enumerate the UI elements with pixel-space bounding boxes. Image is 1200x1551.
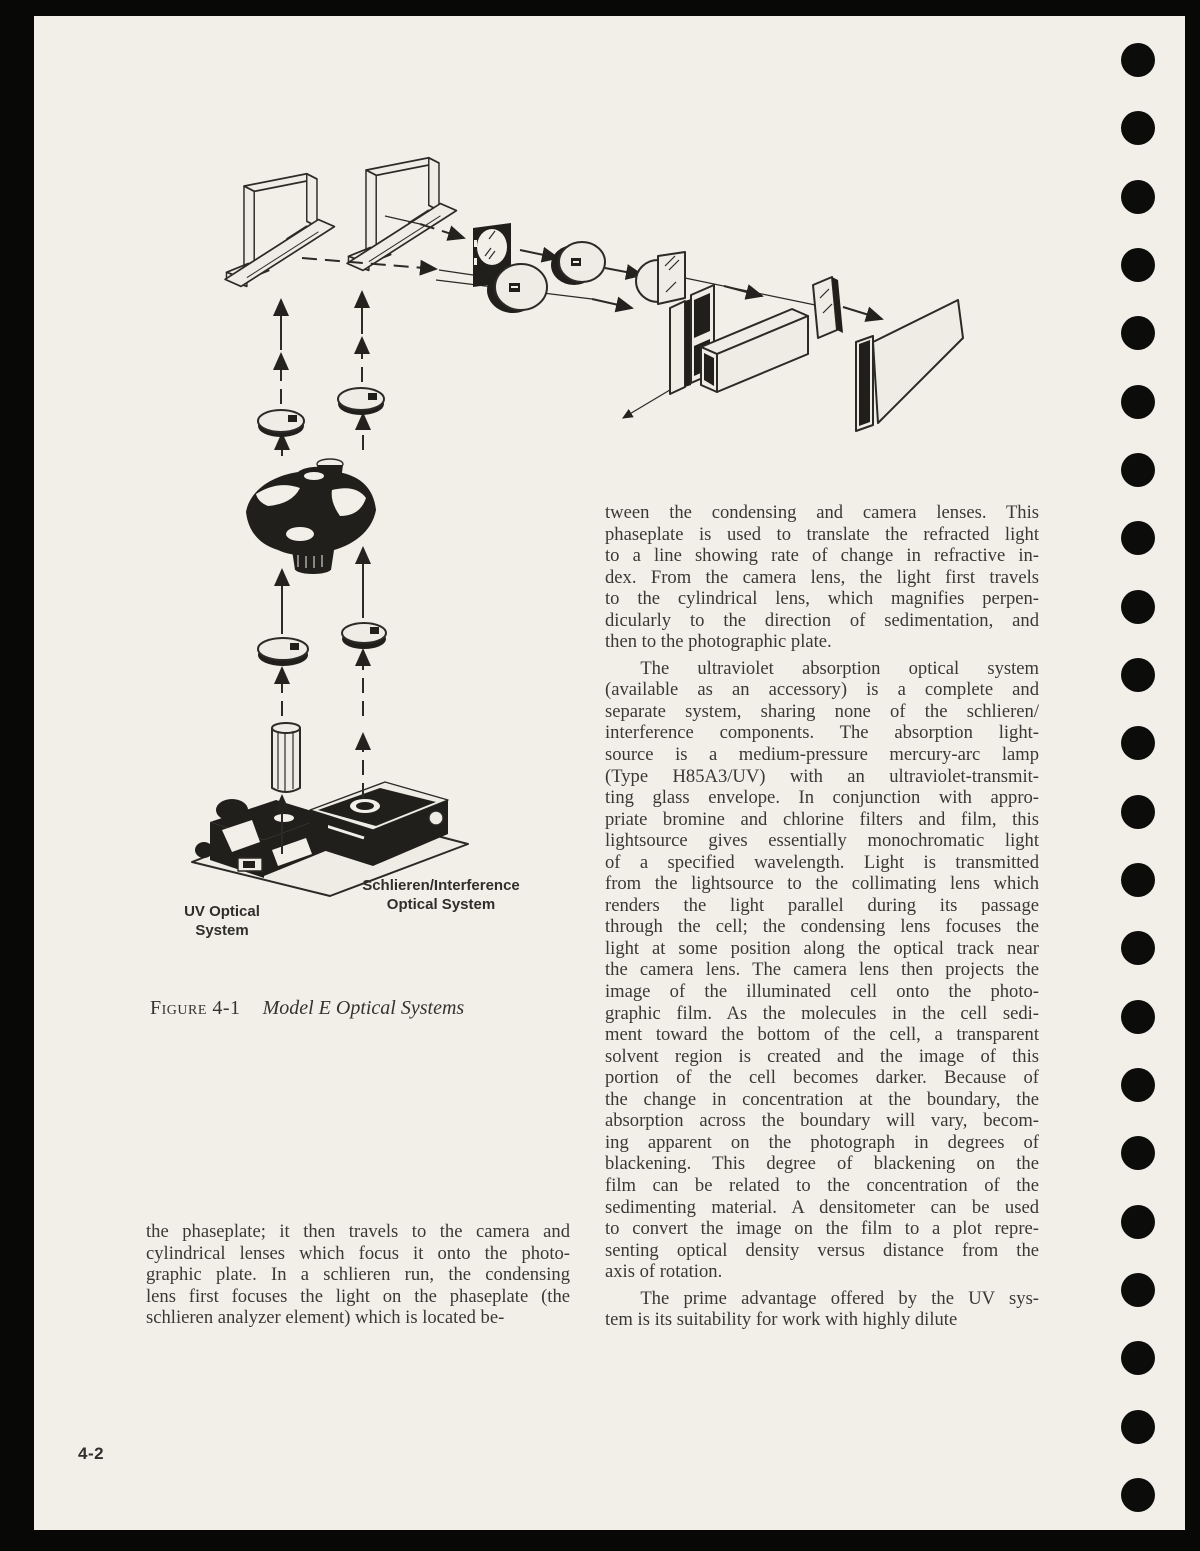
text-line: (Type H85A3/UV) with an ultraviolet-transmit-: [605, 765, 1039, 787]
text-line: solvent region is created and the image of this: [605, 1045, 1039, 1067]
text-line: portion of the cell becomes darker. Because of: [605, 1067, 1039, 1089]
lens-disc-lower-right: [342, 623, 386, 649]
figure-caption-title: Model E Optical Systems: [262, 997, 465, 1019]
plane-mirror-assembly-right: [347, 158, 457, 271]
text-line: lightsource gives essentially monochromatic light: [605, 830, 1039, 852]
paragraph: [146, 1221, 570, 1329]
lens-disc-upper-left: [258, 410, 304, 437]
text-line: senting optical density versus distance from the: [605, 1239, 1039, 1261]
text-line: from the lightsource to the collimating lens which: [605, 873, 1039, 895]
text-line: cylindrical lenses which focus it onto the photo-: [146, 1242, 570, 1264]
text-line: schlieren analyzer element) which is located be-: [146, 1307, 505, 1329]
binder-hole: [1121, 658, 1155, 692]
text-line: then to the photographic plate.: [605, 631, 832, 653]
text-line: of a specified wavelength. Light is transmitted: [605, 851, 1039, 873]
text-line: image of the illuminated cell onto the photo-: [605, 981, 1039, 1003]
binder-hole: [1121, 1478, 1155, 1512]
photographic-plate: [856, 300, 963, 431]
text-line: film can be related to the concentration of the: [605, 1174, 1039, 1196]
text-line: the change in concentration at the boundary, the: [605, 1088, 1039, 1110]
binder-hole: [1121, 1341, 1155, 1375]
uv-lamp-tube: [272, 723, 300, 792]
binder-hole: [1121, 1410, 1155, 1444]
binder-hole: [1121, 316, 1155, 350]
binder-hole: [1121, 521, 1155, 555]
binder-hole: [1121, 1273, 1155, 1307]
text-line: the phaseplate; it then travels to the camera and: [146, 1221, 570, 1242]
binder-hole: [1121, 180, 1155, 214]
binder-hole: [1121, 726, 1155, 760]
text-line: to convert the image on the film to a plot repre-: [605, 1218, 1039, 1240]
binder-hole: [1121, 931, 1155, 965]
binder-hole: [1121, 43, 1155, 77]
folding-mirror: [813, 277, 843, 338]
schlieren-system-label: [335, 877, 547, 914]
left-text-column: [146, 1221, 570, 1334]
binder-hole: [1121, 453, 1155, 487]
text-line: axis of rotation.: [605, 1261, 723, 1283]
text-line: priate bromine and chlorine filters and film, this: [605, 808, 1039, 830]
scanned-manual-page: [34, 16, 1185, 1530]
text-line: The prime advantage offered by the UV sys-: [640, 1287, 1039, 1309]
text-line: interference components. The absorption light-: [605, 722, 1039, 744]
binder-hole: [1121, 111, 1155, 145]
text-line: light at some position along the optical track near: [605, 937, 1039, 959]
uv-optical-system-label-line2: System: [195, 921, 249, 939]
uv-optical-system-label-line1: UV Optical: [184, 903, 260, 920]
text-line: tween the condensing and camera lenses. This: [605, 502, 1039, 523]
text-line: renders the light parallel during its passage: [605, 894, 1039, 916]
binder-hole: [1121, 1068, 1155, 1102]
camera-barrel: [701, 309, 808, 392]
text-line: the camera lens. The camera lens then projects the: [605, 959, 1039, 981]
text-line: through the cell; the condensing lens focuses the: [605, 916, 1039, 938]
paragraph: [605, 502, 1039, 653]
text-line: blackening. This degree of blackening on the: [605, 1153, 1039, 1175]
right-text-column: [605, 502, 1039, 1336]
paragraph: [605, 1288, 1039, 1331]
binder-hole: [1121, 385, 1155, 419]
figure-caption: [150, 997, 464, 1020]
text-line: graphic film. As the molecules in the cell sedi-: [605, 1002, 1039, 1024]
binder-hole: [1121, 863, 1155, 897]
text-line: ing apparent on the photograph in degrees of: [605, 1131, 1039, 1153]
text-line: dex. From the camera lens, the light first travels: [605, 566, 1039, 588]
collimating-lens: [551, 242, 605, 285]
lens-disc-upper-right: [338, 388, 384, 415]
page-number: 4-2: [78, 1444, 105, 1463]
text-line: (available as an accessory) is a complete and: [605, 679, 1039, 701]
text-line: source is a medium-pressure mercury-arc lamp: [605, 744, 1039, 766]
text-line: sedimenting material. A densitometer can be used: [605, 1196, 1039, 1218]
binder-hole: [1121, 248, 1155, 282]
text-line: graphic plate. In a schlieren run, the condensing: [146, 1264, 570, 1286]
uv-optical-system-label: [152, 903, 292, 940]
binder-hole: [1121, 590, 1155, 624]
text-line: ment toward the bottom of the cell, a transparent: [605, 1024, 1039, 1046]
schlieren-system-label-line2: Optical System: [386, 895, 496, 913]
binder-hole: [1121, 1205, 1155, 1239]
binder-hole: [1121, 795, 1155, 829]
text-line: ting glass envelope. In conjunction with appro-: [605, 787, 1039, 809]
binder-hole: [1121, 1136, 1155, 1170]
schlieren-system-label-line1: Schlieren/Interference: [362, 877, 520, 894]
rotor: [246, 459, 376, 574]
text-line: The ultraviolet absorption optical system: [640, 657, 1039, 679]
text-line: lens first focuses the light on the phaseplate (the: [146, 1285, 570, 1307]
plane-mirror-assembly-left: [225, 174, 335, 287]
text-line: phaseplate is used to translate the refracted light: [605, 523, 1039, 545]
text-line: dicularly to the direction of sedimentation, and: [605, 609, 1039, 631]
text-line: tem is its suitability for work with highly dilute: [605, 1309, 958, 1331]
binder-hole: [1121, 1000, 1155, 1034]
paragraph: [605, 658, 1039, 1283]
text-line: separate system, sharing none of the schlieren/: [605, 700, 1039, 722]
text-line: absorption across the boundary will vary, becom-: [605, 1110, 1039, 1132]
cylindrical-lens: [636, 252, 685, 304]
text-line: to a line showing rate of change in refractive in-: [605, 545, 1039, 567]
text-line: to the cylindrical lens, which magnifies perpen-: [605, 588, 1039, 610]
figure-caption-label: Figure 4-1: [150, 997, 241, 1019]
lens-disc-lower-left: [258, 638, 308, 666]
